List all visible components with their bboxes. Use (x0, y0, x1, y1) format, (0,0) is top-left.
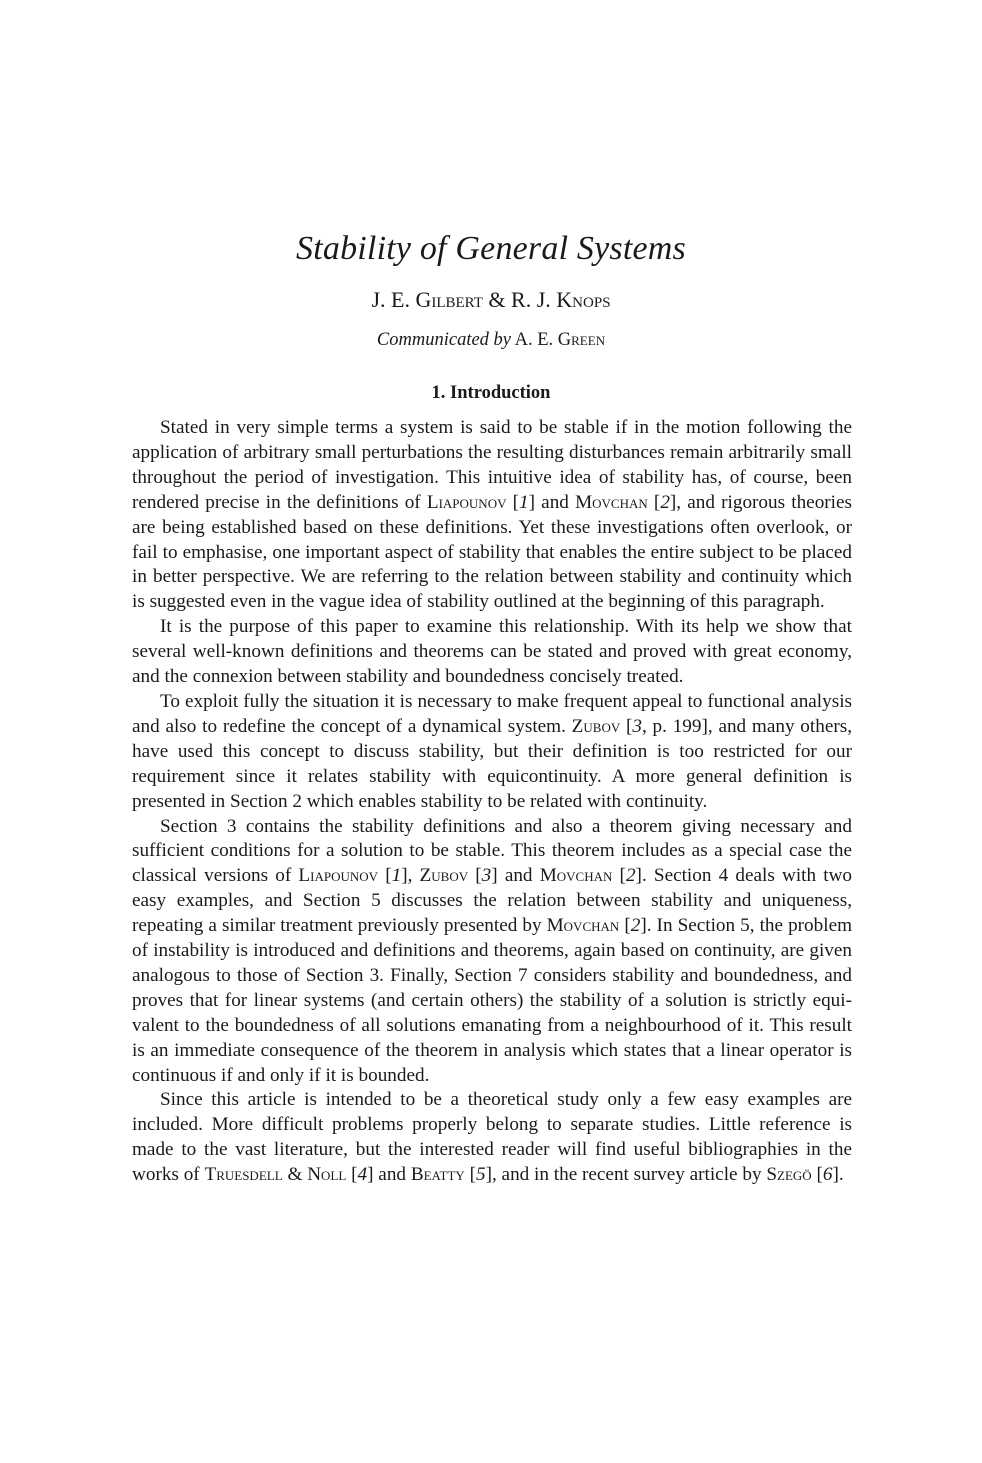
paragraph-1: Stated in very simple terms a system is said to be stable if in the motion following the application of arbitrary small perturbations the resulting disturbances remain arbitrarily small throughout the period of investigation. This intuitive idea of stability has, of course, been rendered precise in the definitions of Liapounov [1] and Movchan [2], and rigorous theories are being established based on these definitions. Yet these investigations often overlook, or fail to emphasise, one important aspect of stability that enables the entire subject to be placed in better perspective. We are referring to the relation between stability and continuity which is suggested even in the vague idea of stability outlined at the beginning of this paragraph. (132, 417, 852, 613)
paragraph-text: Section 3 contains the stability definitions and also a theorem giving necessary and sufficient conditions for a solution to be stable. This theorem includes as a special case the classical versions of (132, 815, 852, 887)
reference-number: 1 (519, 491, 529, 513)
paragraph-text: Since this article is intended to be a theoretical study only a few easy examples are included. More difficult problems properly belong to separate studies. Little reference is made to the vast literature, but the interested reader will find useful bibliographies in the works of (132, 1089, 852, 1186)
section-heading: 1. Introduction (431, 383, 551, 403)
paragraph-text: & (282, 1164, 308, 1186)
cited-author: Zubov (571, 715, 621, 737)
reference-number: 3 (481, 865, 492, 887)
communicator-surname: Green (557, 330, 606, 350)
reference-number: 2 (625, 865, 636, 887)
reference-number: 5 (475, 1164, 486, 1186)
reference-number: 2 (660, 491, 670, 513)
paragraph-text: Stated in very simple terms a system is said to be stable if in the motion following the application of arbitrary small perturbations the resulting disturbances remain arbitrarily small throughout the period of investigation. This intuitive idea of stability has, of course, been rendered precise in the definitions of (132, 417, 852, 513)
paragraph-2: It is the purpose of this paper to examine this relationship. With its help we show that several well-known definitions and theorems can be stated and proved with great economy, and the connexion between stability and boundedness concisely treated. (132, 616, 852, 688)
author-2-initials: R. J. (511, 287, 557, 312)
reference-number: 2 (630, 915, 641, 937)
paragraph-text: and (373, 1164, 411, 1186)
cited-author: Zubov (419, 865, 469, 887)
author-2-surname: Knops (556, 287, 611, 312)
author-line (0, 287, 982, 313)
cited-author: Truesdell (204, 1164, 283, 1186)
communicator-initials: A. E. (511, 330, 558, 350)
author-1-surname: Gilbert (415, 287, 483, 312)
communicated-by-line (0, 330, 982, 351)
reference-number: 3 (632, 715, 642, 737)
paper-title: Stability of General Systems (296, 230, 686, 267)
paragraph-5: Since this article is intended to be a theoretical study only a few easy examples are included. More difficult problems properly belong to separate studies. Little reference is made to the vast literature, but the interested reader will find useful bibliographies in the works of Truesdell & Noll [4] and Beatty [5], and in the recent survey article by Szegö [6]. (132, 1089, 852, 1186)
paragraph-text: , p. 199], and many others, have used this concept to discuss stability, but their definition is too restricted for our requirement since it relates stability with equicontinuity. A more general definition is presented in Section 2 which enables stability to be related with continuity. (132, 715, 852, 812)
cited-author: Noll (307, 1164, 347, 1186)
cited-author: Movchan (539, 865, 613, 887)
reference-number: 6 (822, 1164, 833, 1186)
paragraph-text: . Section 4 deals with two easy examples, and Section 5 discusses the relation between stability and uniqueness, repeating a similar treatment previously presented by (132, 865, 853, 937)
reference-number: 4 (357, 1164, 368, 1186)
author-1-initials: J. E. (371, 287, 416, 312)
paragraph-text: , (407, 865, 420, 887)
paragraph-text: , and in the recent survey article by (491, 1164, 767, 1186)
paragraph-text: and (497, 865, 540, 887)
reference-number: 1 (391, 865, 402, 887)
paragraph-3: To exploit fully the situation it is necessary to make frequent appeal to functional analysis and also to redefine the concept of a dynamical system. Zubov [3, p. 199], and many others, have used this concept to discuss stability, but their definition is too restricted for our requirement since it relates stability with equicontinuity. A more general definition is presented in Section 2 which enables stability to be related with continuity. (132, 690, 852, 812)
paragraph-text: . In Section 5, the problem of instability is introduced and definitions and theorems, again based on continuity, are given analogous to those of Section 3. Finally, Section 7 considers stability and boundedness, and proves that for linear systems (and certain others) the stability of a solution is strictly equivalent to the boundedness of all solutions emanating from a neighbourhood of it. This result is an immediate consequence of the theorem in analysis which states that a linear operator is continuous if and only if it is bounded. (132, 915, 853, 1086)
paragraph-text: . (838, 1164, 844, 1186)
paragraph-text: To exploit fully the situation it is necessary to make frequent appeal to functional analysis and also to redefine the concept of a dynamical system. (132, 690, 852, 737)
communicated-prefix: Communicated by (376, 330, 512, 350)
cited-author: Liapounov (426, 491, 507, 513)
paragraph-text: and (535, 491, 576, 513)
author-separator: & (482, 287, 512, 312)
cited-author: Movchan (575, 491, 648, 513)
cited-author: Movchan (546, 915, 620, 937)
section-body (132, 416, 852, 1188)
paragraph-4: Section 3 contains the stability definitions and also a theorem giving necessary and sufficient conditions for a solution to be stable. This theorem includes as a special case the classical versions of Liapounov [1], Zubov [3] and Movchan [2]. Section 4 deals with two easy examples, and Section 5 discusses the relation between stability and uniqueness, repeating a similar treatment previously presented by Movchan [2]. In Section 5, the problem of instability is introduced and definitions and theorems, again based on continuity, are given analogous to those of Section 3. Finally, Section 7 considers stability and boundedness, and proves that for linear systems (and certain others) the stability of a solution is strictly equivalent to the boundedness of all solutions emanating from a neighbourhood of it. This result is an immediate consequence of the theorem in analysis which states that a linear operator is continuous if and only if it is bounded. (132, 815, 853, 1086)
cited-author: Beatty (410, 1164, 465, 1186)
paragraph-text: , and rigorous theories are being established based on these definitions. Yet these investigations often overlook, or fail to emphasise, one important aspect of stability that enables the entire subject to be placed in better perspective. We are referring to the relation between stability and continuity which is suggested even in the vague idea of stability outlined at the beginning of this paragraph. (132, 491, 852, 613)
cited-author: Szegö (766, 1164, 812, 1186)
cited-author: Liapounov (298, 865, 379, 887)
